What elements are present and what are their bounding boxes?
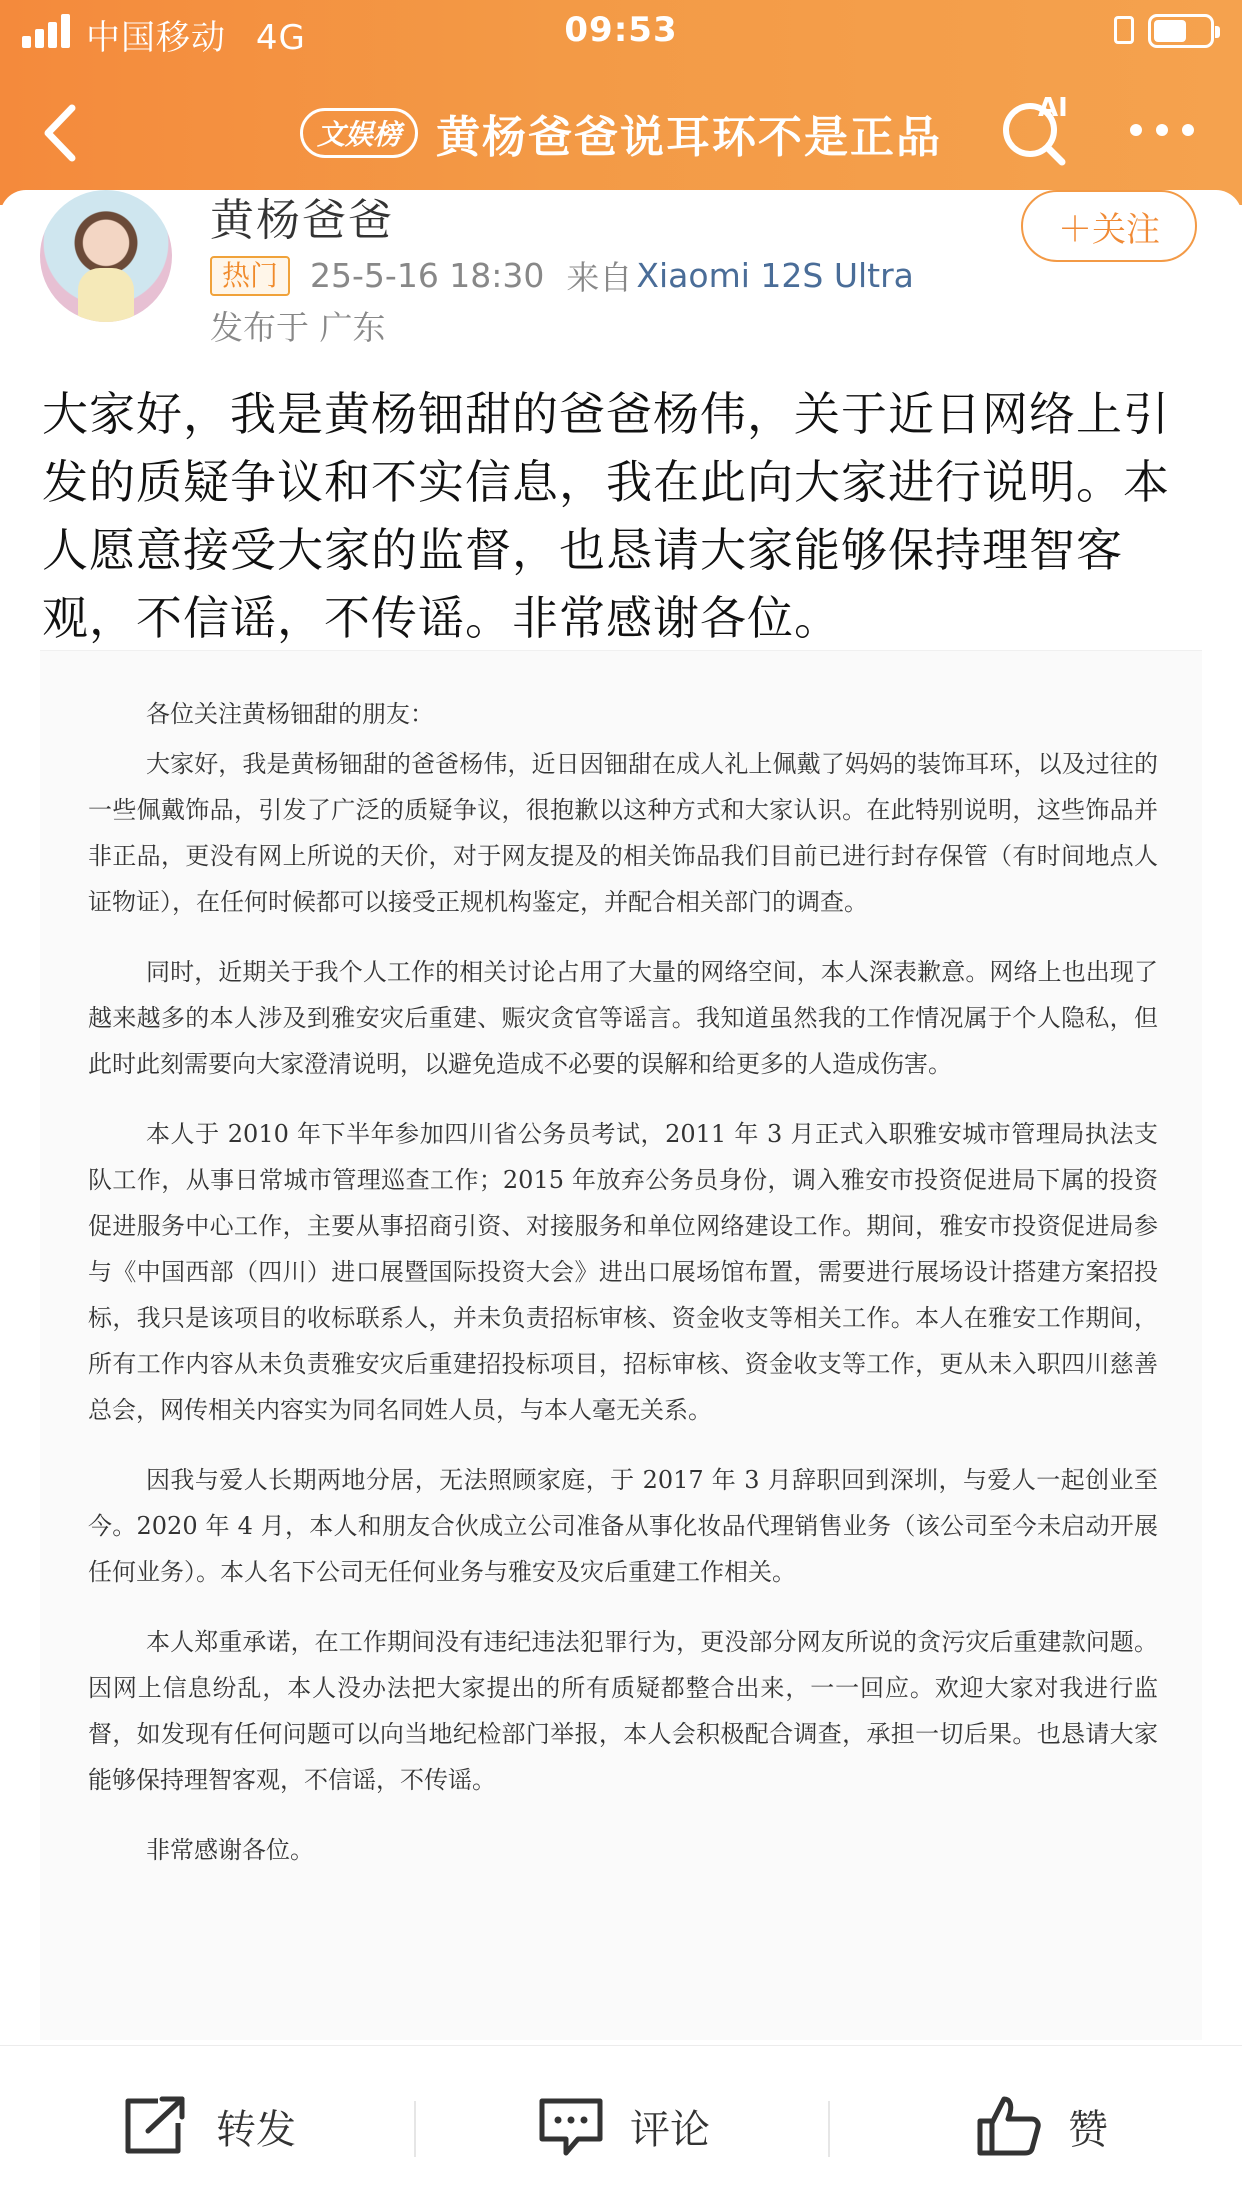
- post-card: [0, 190, 1242, 2040]
- battery-level: [1154, 20, 1186, 42]
- comment-icon: [538, 2095, 604, 2157]
- status-time: 09:53: [564, 10, 678, 50]
- device-link[interactable]: Xiaomi 12S Ultra: [636, 256, 914, 295]
- ai-search-icon[interactable]: [998, 90, 1072, 170]
- comment-label: 评论: [630, 2106, 710, 2153]
- top-header: [0, 0, 1242, 205]
- post-location: 发布于 广东: [210, 308, 386, 347]
- comment-button[interactable]: [538, 2091, 710, 2161]
- divider: [828, 2101, 830, 2157]
- letter-image[interactable]: [40, 650, 1202, 2040]
- share-icon: [122, 2095, 190, 2157]
- source-prefix: 来自: [566, 258, 633, 297]
- nav-title-group: [300, 98, 942, 168]
- thumbs-up-icon: [976, 2093, 1042, 2159]
- letter-greeting: 各位关注黄杨钿甜的朋友：: [146, 700, 434, 728]
- action-bar: [0, 2045, 1242, 2209]
- letter-paragraph: 因我与爱人长期两地分居，无法照顾家庭，于 2017 年 3 月辞职回到深圳，与爱人一起创业至今。2020 年 4 月，本人和朋友合伙成立公司准备从事化妆品代理销售业务（该公司至今未启动开展任何业务）。本人名下公司无任何业务与雅安及灾后重建工作相关。: [88, 1466, 1158, 1586]
- carrier-name: 中国移动: [86, 18, 226, 58]
- network-type: 4G: [255, 18, 306, 58]
- letter-closing: 非常感谢各位。: [146, 1836, 314, 1864]
- letter-paragraph: 大家好，我是黄杨钿甜的爸爸杨伟，近日因钿甜在成人礼上佩戴了妈妈的装饰耳环，以及过往的一些佩戴饰品，引发了广泛的质疑争议，很抱歉以这种方式和大家认识。在此特别说明，这些饰品并非正品，更没有网上所说的天价，对于网友提及的相关饰品我们目前已进行封存保管（有时间地点人证物证），在任何时候都可以接受正规机构鉴定，并配合相关部门的调查。: [88, 750, 1158, 916]
- post-text: 大家好，我是黄杨钿甜的爸爸杨伟，关于近日网络上引发的质疑争议和不实信息，我在此向大家进行说明。本人愿意接受大家的监督，也恳请大家能够保持理智客观，不信谣，不传谣。非常感谢各位。: [42, 387, 1170, 645]
- svg-text:AI: AI: [1038, 93, 1068, 123]
- hot-badge: 热门: [210, 256, 290, 296]
- follow-button[interactable]: ＋关注: [1021, 190, 1197, 262]
- repost-label: 转发: [216, 2106, 296, 2153]
- chevron-left-icon[interactable]: [34, 98, 94, 168]
- letter-paragraph: 本人于 2010 年下半年参加四川省公务员考试，2011 年 3 月正式入职雅安城市管理局执法支队工作，从事日常城市管理巡查工作；2015 年放弃公务员身份，调入雅安市投资促进局下属的投资促进服务中心工作，主要从事招商引资、对接服务和单位网络建设工作。期间，雅安市投资促进局参与《中国西部（四川）进口展暨国际投资大会》进出口展场馆布置，需要进行展场设计搭建方案招投标，我只是该项目的收标联系人，并未负责招标审核、资金收支等相关工作。本人在雅安工作期间，所有工作内容从未负责雅安灾后重建招投标项目，招标审核、资金收支等工作，更从未入职四川慈善总会，网传相关内容实为同名同姓人员，与本人毫无关系。: [88, 1120, 1158, 1424]
- like-button[interactable]: [976, 2091, 1108, 2161]
- nav-bar: [0, 80, 1242, 190]
- divider: [414, 2101, 416, 2157]
- repost-button[interactable]: [122, 2091, 296, 2161]
- list-tag[interactable]: 文娱榜: [300, 108, 418, 158]
- post-time: 25-5-16 18:30: [310, 256, 545, 295]
- letter-paragraph: 同时，近期关于我个人工作的相关讨论占用了大量的网络空间，本人深表歉意。网络上也出现了越来越多的本人涉及到雅安灾后重建、赈灾贪官等谣言。我知道虽然我的工作情况属于个人隐私，但此时此刻需要向大家澄清说明，以避免造成不必要的误解和给更多的人造成伤害。: [88, 958, 1158, 1078]
- page-title: 黄杨爸爸说耳环不是正品: [436, 112, 943, 163]
- status-bar: [0, 0, 1242, 62]
- battery-icon: [1148, 14, 1214, 48]
- author-name[interactable]: 黄杨爸爸: [210, 195, 394, 246]
- avatar[interactable]: [40, 190, 172, 322]
- post-meta: [210, 252, 914, 299]
- orientation-lock-icon: [1114, 16, 1134, 44]
- like-label: 赞: [1068, 2106, 1108, 2153]
- letter-paragraph: 本人郑重承诺，在工作期间没有违纪违法犯罪行为，更没部分网友所说的贪污灾后重建款问题。因网上信息纷乱，本人没办法把大家提出的所有质疑都整合出来，一一回应。欢迎大家对我进行监督，如发现有任何问题可以向当地纪检部门举报，本人会积极配合调查，承担一切后果。也恳请大家能够保持理智客观，不信谣，不传谣。: [88, 1628, 1158, 1794]
- more-icon[interactable]: [1130, 120, 1200, 140]
